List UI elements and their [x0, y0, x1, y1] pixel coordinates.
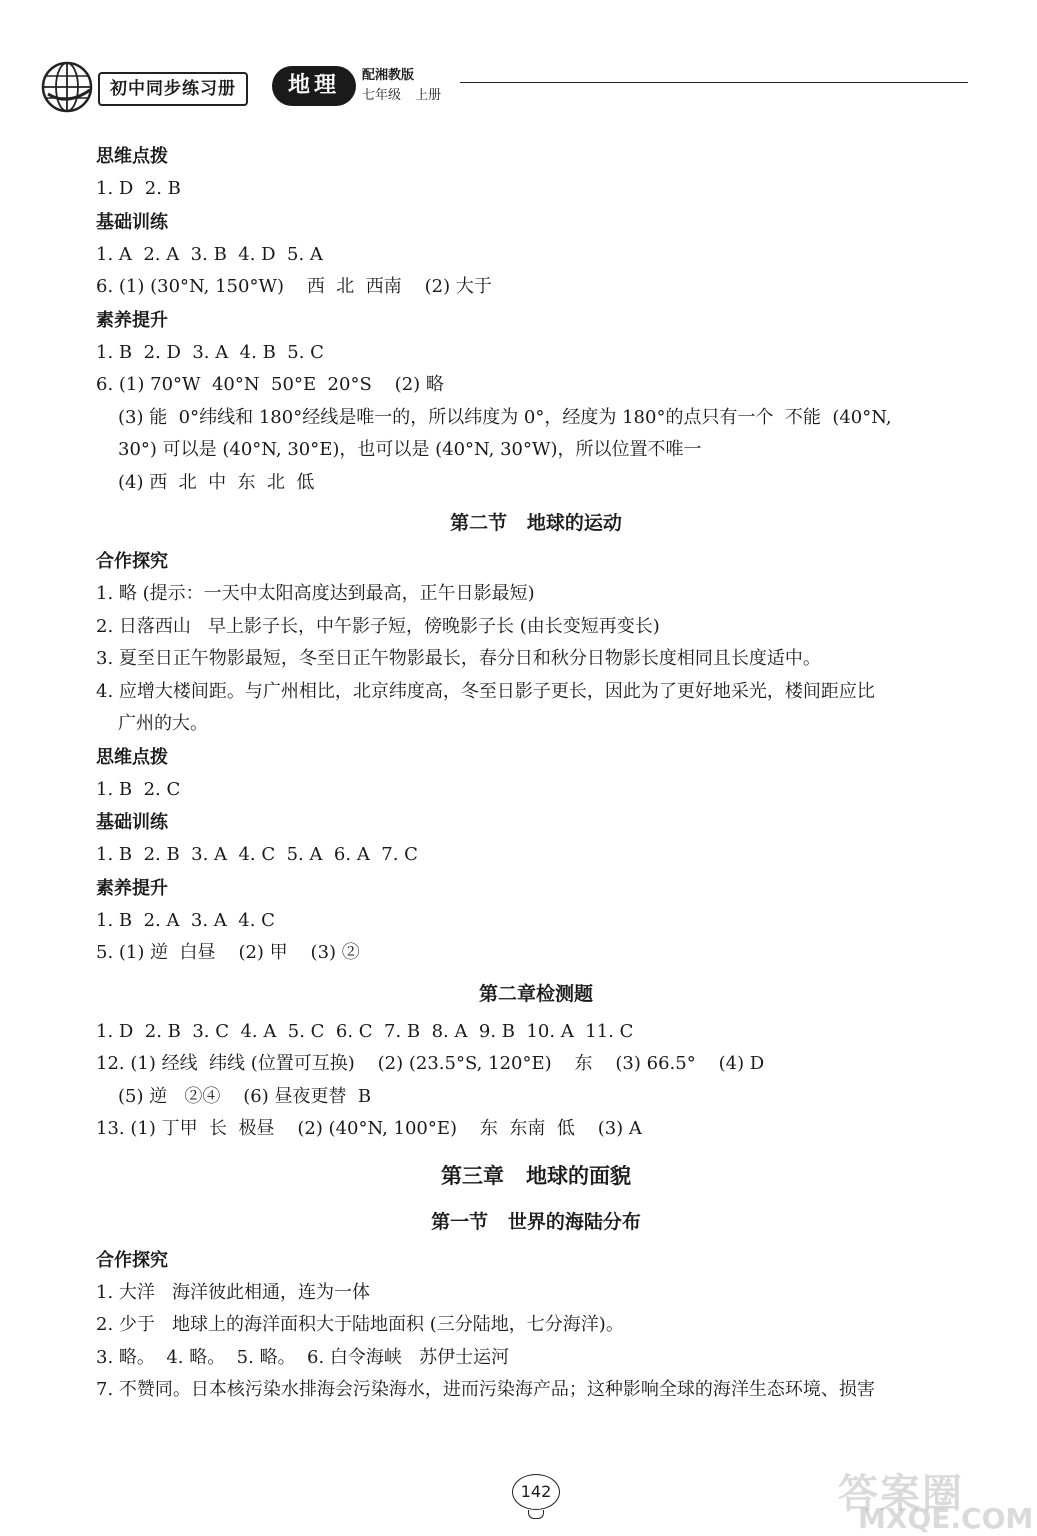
chapter-heading: 第三章 地球的面貌 — [441, 1163, 631, 1188]
watermark-logo: 答案圈 — [838, 1471, 964, 1517]
book-series-title: 初中同步练习册 — [98, 72, 248, 106]
section-label: 基础训练 — [96, 211, 168, 233]
globe-stand-icon — [528, 1510, 544, 1519]
answer-line: 1. D 2. B 3. C 4. A 5. C 6. C 7. B 8. A 9. B 10. A 11. C — [96, 1020, 634, 1042]
section-heading: 第一节 世界的海陆分布 — [431, 1210, 641, 1233]
edition-label: 配湘教版 — [362, 68, 415, 83]
answer-line: 2. 少于 地球上的海洋面积大于陆地面积 (三分陆地，七分海洋)。 — [96, 1314, 624, 1335]
answer-line: 5. (1) 逆 白昼 (2) 甲 (3) ② — [96, 942, 360, 963]
answer-line: 12. (1) 经线 纬线 (位置可互换) (2) (23.5°S, 120°E) 东 (3) 66.5° (4) D — [96, 1053, 765, 1074]
answer-line: 6. (1) 70°W 40°N 50°E 20°S (2) 略 — [96, 374, 444, 395]
answer-line: 2. 日落西山 早上影子长，中午影子短，傍晚影子长 (由长变短再变长) — [96, 615, 660, 637]
section-label: 基础训练 — [96, 812, 168, 833]
subject-badge: 地理 — [272, 66, 356, 106]
answer-line: 1. B 2. B 3. A 4. C 5. A 6. A 7. C — [96, 844, 418, 865]
grade-label: 七年级 上册 — [362, 88, 442, 103]
header-rule — [460, 82, 968, 83]
answer-line-continued: (3) 能 0°纬线和 180°经线是唯一的，所以纬度为 0°，经度为 180°的点只有一个 不能 (40°N, — [118, 406, 892, 428]
answer-line: 6. (1) (30°N, 150°W) 西 北 西南 (2) 大于 — [96, 276, 492, 297]
section-heading: 第二节 地球的运动 — [450, 512, 622, 534]
answer-line-continued: (5) 逆 ②④ (6) 昼夜更替 B — [118, 1085, 372, 1107]
answer-line: 1. 略 (提示：一天中太阳高度达到最高，正午日影最短) — [96, 583, 535, 604]
answer-line: 1. B 2. C — [96, 778, 181, 800]
answer-line: 3. 夏至日正午物影最短，冬至日正午物影最长，春分日和秋分日物影长度相同且长度适中。 — [96, 648, 821, 669]
answer-content — [96, 140, 976, 1407]
answer-line: 1. D 2. B — [96, 178, 181, 199]
page-header — [40, 58, 970, 120]
answer-line: 1. A 2. A 3. B 4. D 5. A — [96, 243, 323, 265]
answer-line: 1. 大洋 海洋彼此相通，连为一体 — [96, 1281, 371, 1303]
page-number: 142 — [512, 1474, 560, 1510]
answer-line-continued: 广州的大。 — [118, 713, 208, 734]
section-label: 素养提升 — [96, 309, 168, 331]
watermark-url: MXQE.COM — [858, 1502, 1034, 1535]
section-label: 思维点拨 — [96, 146, 168, 167]
section-label: 合作探究 — [96, 1249, 168, 1271]
section-label: 思维点拨 — [96, 746, 168, 768]
answer-line-continued: 30°) 可以是 (40°N, 30°E)，也可以是 (40°N, 30°W)，所以位置不唯一 — [118, 439, 702, 460]
globe-logo-icon — [40, 60, 94, 114]
section-label: 素养提升 — [96, 877, 168, 899]
section-heading: 第二章检测题 — [478, 982, 593, 1005]
answer-line-continued: (4) 西 北 中 东 北 低 — [118, 471, 315, 493]
answer-line: 7. 不赞同。日本核污染水排海会污染海水，进而污染海产品；这种影响全球的海洋生态环境、损害 — [96, 1379, 875, 1400]
answer-line: 3. 略。 4. 略。 5. 略。 6. 白令海峡 苏伊士运河 — [96, 1346, 510, 1368]
answer-line: 4. 应增大楼间距。与广州相比，北京纬度高，冬至日影子更长，因此为了更好地采光，楼间距应比 — [96, 680, 875, 702]
answer-line: 1. B 2. D 3. A 4. B 5. C — [96, 341, 324, 363]
answer-line: 13. (1) 丁甲 长 极昼 (2) (40°N, 100°E) 东 东南 低 (3) A — [96, 1118, 642, 1139]
answer-line: 1. B 2. A 3. A 4. C — [96, 909, 275, 931]
section-label: 合作探究 — [96, 551, 168, 572]
